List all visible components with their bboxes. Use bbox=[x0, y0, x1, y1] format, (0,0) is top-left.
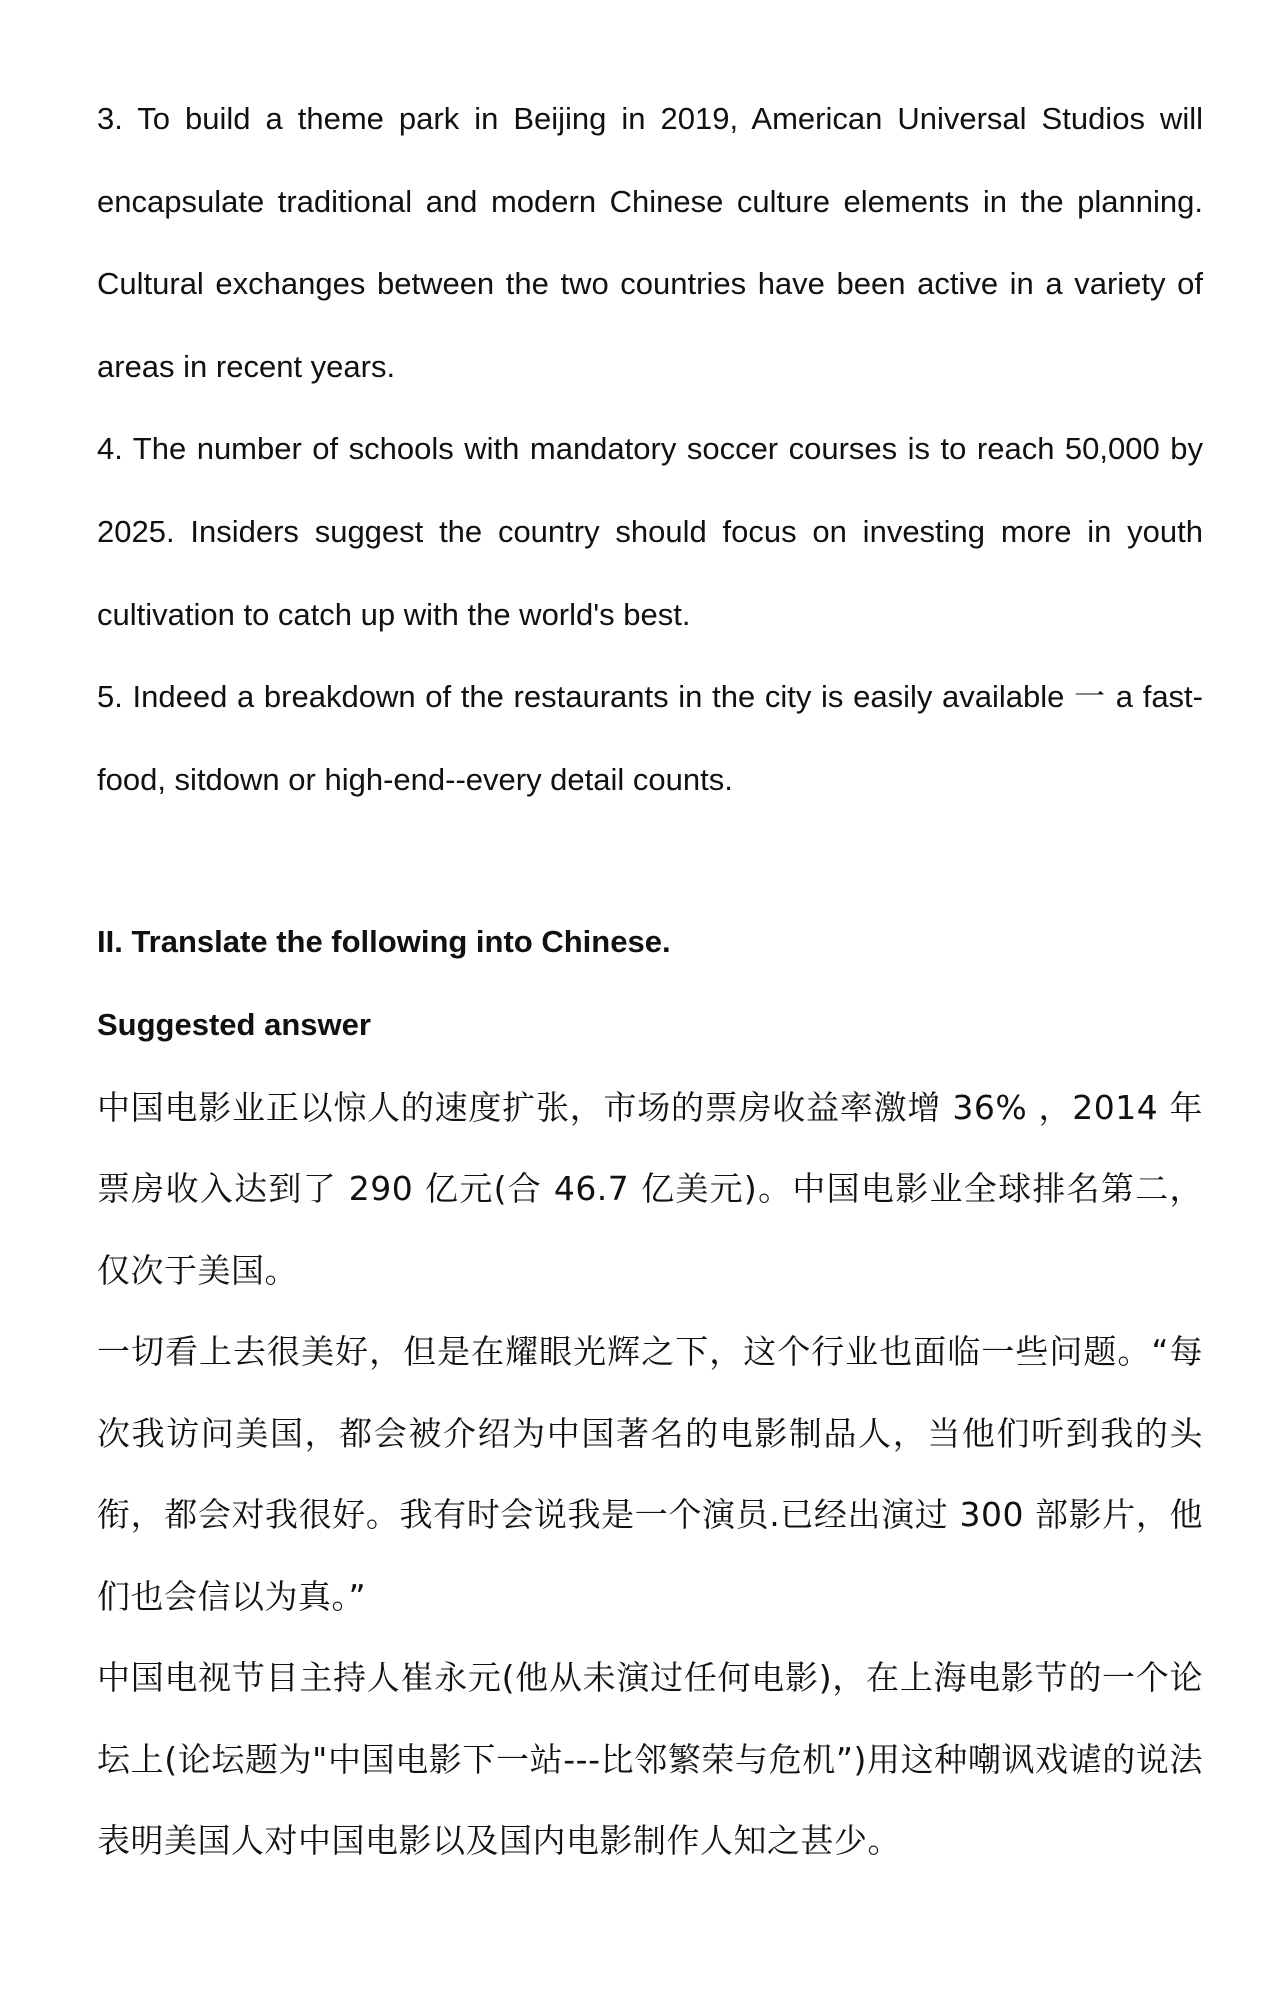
item-3-paragraph: 3. To build a theme park in Beijing in 2019, American Universal Studios will encapsulate traditional and modern Chinese culture elements in the planning. Cultural exchanges between the two countries have been active in a variety of areas in recent years. bbox=[97, 101, 1203, 384]
section-spacer bbox=[97, 821, 1203, 901]
item-4-paragraph: 4. The number of schools with mandatory soccer courses is to reach 50,000 by 2025. Insiders suggest the country should focus on investing more in youth cultivation to catch up with the world's best. bbox=[97, 431, 1203, 632]
item-5-paragraph: 5. Indeed a breakdown of the restaurants in the city is easily available 一 a fast-food, sitdown or high-end--every detail counts. bbox=[97, 679, 1203, 797]
answer-paragraph-1: 中国电影业正以惊人的速度扩张，市场的票房收益率激增 36% ，2014 年票房收入达到了 290 亿元(合 46.7 亿美元)。中国电影业全球排名第二，仅次于美国。 bbox=[97, 1087, 1203, 1290]
answer-paragraph-3: 中国电视节目主持人崔永元(他从未演过任何电影)，在上海电影节的一个论坛上(论坛题为"中国电影下一站---比邻繁荣与危机”)用这种嘲讽戏谑的说法表明美国人对中国电影以及国内电影制作人知之甚少。 bbox=[97, 1658, 1203, 1861]
suggested-answer-heading: Suggested answer bbox=[97, 1006, 371, 1042]
document-page bbox=[97, 78, 1203, 1882]
section-heading: II. Translate the following into Chinese. bbox=[97, 924, 671, 960]
answer-paragraph-2: 一切看上去很美好，但是在耀眼光辉之下，这个行业也面临一些问题。“每次我访问美国，都会被介绍为中国著名的电影制品人，当他们听到我的头衔，都会对我很好。我有时会说我是一个演员.已经出演过 300 部影片，他们也会信以为真。” bbox=[97, 1332, 1203, 1616]
